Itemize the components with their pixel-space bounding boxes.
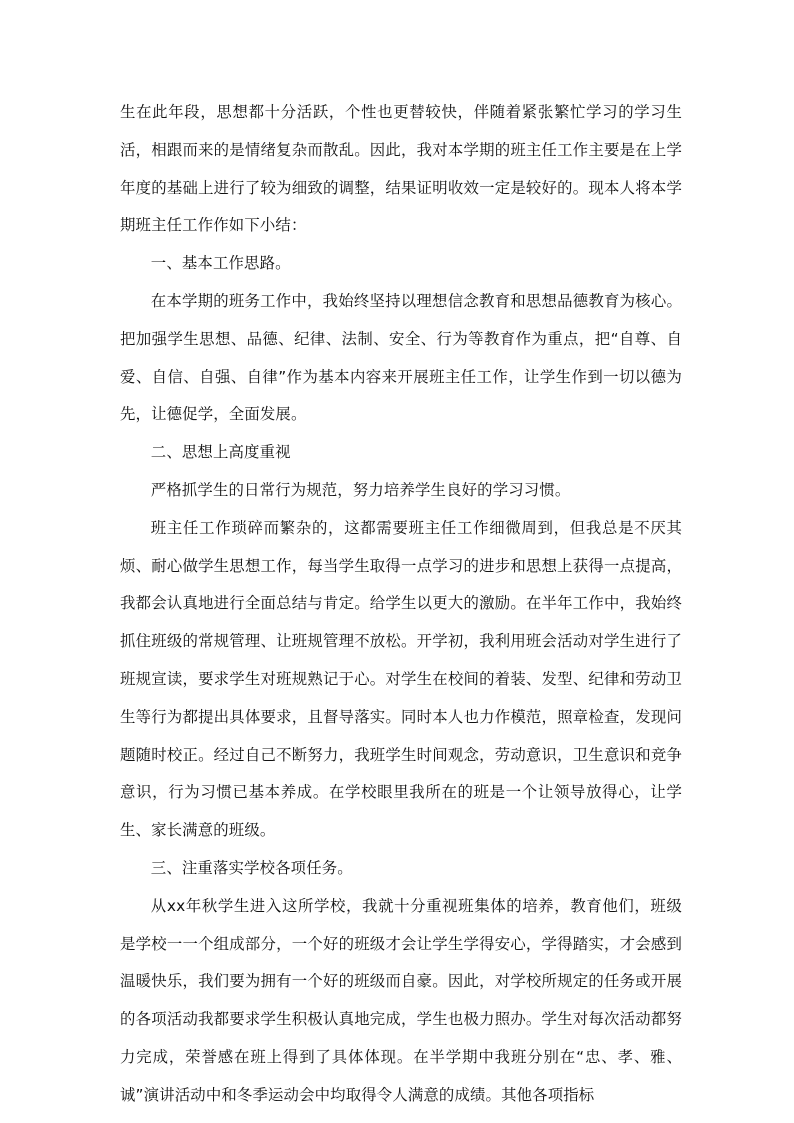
section-heading-ideological-emphasis: 二、思想上高度重视 [150, 443, 291, 462]
class-management-paragraph: 班主任工作琐碎而繁杂的，这都需要班主任工作细微周到，但我总是不厌其烦、耐心做学生思想工作，每当学生取得一点学习的进步和思想上获得一点提高，我都会认真地进行全面总结与肯定。给学生以更大的激励。在半年工作中，我始终抓住班级的常规管理、让班规管理不放松。开学初，我利用班会活动对学生进行了班规宣读，要求学生对班规熟记于心。对学生在校间的着装、发型、纪律和劳动卫生等行为都提出具体要求，且督导落实。同时本人也力作模范，照章检查，发现问题随时校正。经过自己不断努力，我班学生时间观念，劳动意识，卫生意识和竞争意识，行为习惯已基本养成。在学校眼里我所在的班是一个让领导放得心，让学生、家长满意的班级。 [120, 518, 682, 840]
behavior-norms-paragraph: 严格抓学生的日常行为规范，努力培养学生良好的学习习惯。 [150, 480, 571, 499]
basic-approach-paragraph: 在本学期的班务工作中，我始终坚持以理想信念教育和思想品德教育为核心。把加强学生思想、品德、纪律、法制、安全、行为等教育作为重点，把“自尊、自爱、自信、自强、自律”作为基本内容来开展班主任工作，让学生作到一切以德为先，让德促学，全面发展。 [120, 291, 682, 424]
intro-paragraph: 生在此年段，思想都十分活跃，个性也更替较快，伴随着紧张繁忙学习的学习生活，相跟而来的是情绪复杂而散乱。因此，我对本学期的班主任工作主要是在上学年度的基础上进行了较为细致的调整，结果证明收效一定是较好的。现本人将本学期班主任工作作如下小结： [120, 103, 682, 235]
section-heading-basic-approach: 一、基本工作思路。 [150, 254, 291, 273]
section-heading-school-tasks: 三、注重落实学校各项任务。 [150, 858, 353, 877]
document-body [120, 94, 682, 1115]
school-tasks-paragraph: 从xx年秋学生进入这所学校，我就十分重视班集体的培养，教育他们，班级是学校一一个组成部分，一个好的班级才会让学生学得安心，学得踏实，才会感到温暖快乐，我们要为拥有一个好的班级而自豪。因此，对学校所规定的任务或开展的各项活动我都要求学生积极认真地完成，学生也极力照办。学生对每次活动都努力完成，荣誉感在班上得到了具体体现。在半学期中我班分别在“忠、孝、雅、诚”演讲活动中和冬季运动会中均取得令人满意的成绩。其他各项指标 [120, 896, 682, 1104]
